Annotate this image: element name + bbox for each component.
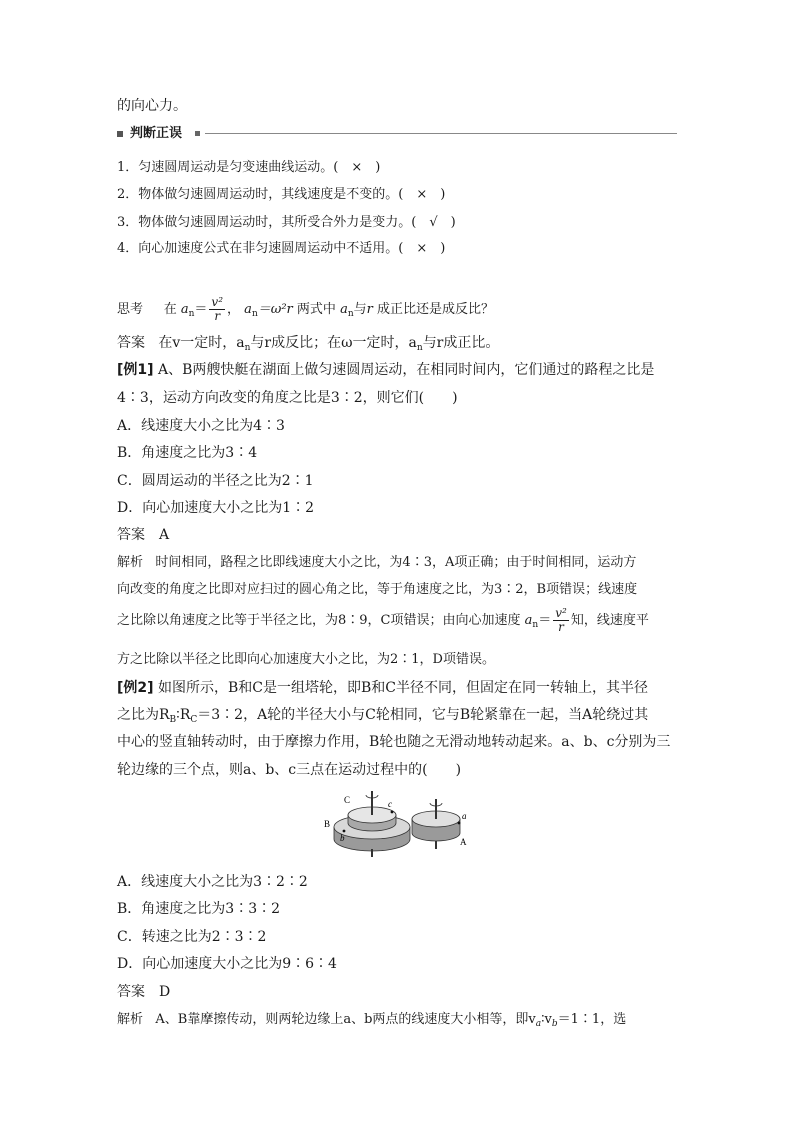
math-op: ＝ [194, 302, 208, 317]
math-var: r [366, 302, 373, 317]
text-span: 之比除以角速度之比等于半径之比，为8∶9，C项错误；由向心加速度 [117, 613, 521, 628]
fraction [553, 607, 569, 634]
text-span: 两式中 [296, 302, 336, 317]
figure-label-A: A [460, 837, 467, 847]
analysis-line-4: 方之比除以半径之比即向心加速度大小之比，为2∶1，D项错误。 [117, 652, 495, 667]
math-sub: C [190, 715, 198, 725]
math-sub: B [169, 715, 177, 725]
fraction-den: r [214, 309, 221, 323]
option-C: C．转速之比为2∶3∶2 [117, 929, 267, 945]
text-span: 与 [353, 302, 367, 317]
analysis-label: 解析 [117, 555, 144, 570]
bullet-square-icon [117, 131, 123, 137]
text-span: 在v一定时，a [158, 335, 245, 351]
figure-label-C: C [344, 795, 351, 805]
example-1-line-1 [117, 360, 654, 380]
math-sub: a [535, 1019, 542, 1029]
figure-label-B: B [324, 819, 331, 829]
text-span: ＝3∶2，A轮的半径大小与C轮相同，它与B轮紧靠在一起，当A轮绕过其 [197, 707, 649, 723]
fraction [209, 296, 225, 323]
answer-line: 答案 D [117, 984, 171, 1000]
option-A: A．线速度大小之比为4∶3 [117, 418, 285, 434]
text-span: 与r成反比；在ω一定时，a [250, 335, 417, 351]
text-span: 知，线速度平 [570, 613, 649, 628]
answer-line: 答案 A [117, 527, 170, 543]
text-span: A、B两艘快艇在湖面上做匀速圆周运动，在相同时间内，它们通过的路程之比是 [158, 362, 655, 378]
math-op: ， [227, 302, 241, 317]
example-2-line-3: 中心的竖直轴转动时，由于摩擦力作用，B轮也随之无滑动地转动起来。a、b、c分别为三 [117, 734, 671, 750]
option-B: B．角速度之比为3∶4 [117, 445, 258, 461]
fraction-num: v² [555, 606, 567, 620]
bullet-square-icon [195, 131, 200, 136]
text-span: ∶v [541, 1012, 552, 1027]
math-var: a [524, 613, 533, 628]
math-sub: n [347, 309, 354, 319]
analysis-line-2: 向改变的角度之比即对应扫过的圆心角之比，等于角速度之比，为3∶2，B项错误；线速度 [117, 582, 638, 597]
wheel-diagram [322, 783, 472, 861]
figure-label-a: a [462, 811, 467, 821]
example-2-line-2 [117, 705, 648, 730]
math-sub: n [251, 309, 258, 319]
example-2-line-1 [117, 678, 648, 698]
option-B: B．角速度之比为3∶3∶2 [117, 901, 281, 917]
judgement-item-4: 4．向心加速度公式在非匀速圆周运动中不适用。( × ) [117, 241, 446, 256]
text-span: 之比为R [117, 707, 170, 723]
math-var: a [340, 302, 348, 317]
option-D: D．向心加速度大小之比为1∶2 [117, 500, 315, 516]
math-var: a [244, 302, 252, 317]
fraction-num: v² [211, 295, 224, 309]
section-rule [205, 133, 677, 134]
example-1-line-2: 4∶3，运动方向改变的角度之比是3∶2，则它们( ) [117, 390, 458, 406]
math-sub: n [244, 343, 251, 353]
math-sub: n [188, 309, 195, 319]
analysis-label: 解析 [117, 1012, 144, 1027]
math-var: a [180, 302, 189, 317]
option-D: D．向心加速度大小之比为9∶6∶4 [117, 956, 337, 972]
text-line: 的向心力。 [117, 98, 187, 114]
math-sub: b [551, 1019, 558, 1029]
figure-label-c: c [388, 799, 392, 809]
judgement-item-2: 2．物体做匀速圆周运动时，其线速度是不变的。( × ) [117, 187, 446, 202]
option-A: A．线速度大小之比为3∶2∶2 [117, 874, 308, 890]
text-span: ＝1∶1，选 [557, 1012, 627, 1027]
analysis-line-1 [117, 1010, 626, 1034]
math-expr: ＝ω²r [257, 302, 293, 317]
text-span: 与r成正比。 [422, 335, 500, 351]
text-span: A、B靠摩擦传动，则两轮边缘上a、b两点的线速度大小相等，即v [155, 1012, 536, 1027]
text-span: 成正比还是成反比？ [377, 302, 495, 317]
math-sub: n [532, 620, 539, 630]
think-line [117, 292, 494, 332]
section-title: 判断正误 [130, 126, 183, 141]
math-sub: n [416, 343, 423, 353]
text-span: ∶R [176, 707, 191, 723]
answer-line [117, 333, 499, 358]
fraction-den: r [558, 620, 564, 634]
think-label: 思考 [117, 302, 144, 317]
math-op: ＝ [538, 613, 552, 628]
section-header [117, 126, 677, 142]
text-span: 时间相同，路程之比即线速度大小之比，为4∶3，A项正确；由于时间相同，运动方 [155, 555, 637, 570]
judgement-item-3: 3．物体做匀速圆周运动时，其所受合外力是变力。( √ ) [117, 215, 456, 230]
text-span: 如图所示，B和C是一组塔轮，即B和C半径不同，但固定在同一转轴上，其半径 [158, 680, 648, 696]
text-span: 在 [163, 302, 177, 317]
example-2-line-4: 轮边缘的三个点，则a、b、c三点在运动过程中的( ) [117, 762, 462, 778]
judgement-item-1: 1．匀速圆周运动是匀变速曲线运动。( × ) [117, 160, 381, 175]
answer-label: 答案 [117, 335, 145, 351]
option-C: C．圆周运动的半径之比为2∶1 [117, 473, 314, 489]
analysis-line-1 [117, 553, 636, 573]
example-label: [例2] [117, 680, 154, 696]
example-label: [例1] [117, 362, 154, 378]
figure-label-b: b [340, 833, 345, 843]
analysis-line-3 [117, 604, 649, 642]
